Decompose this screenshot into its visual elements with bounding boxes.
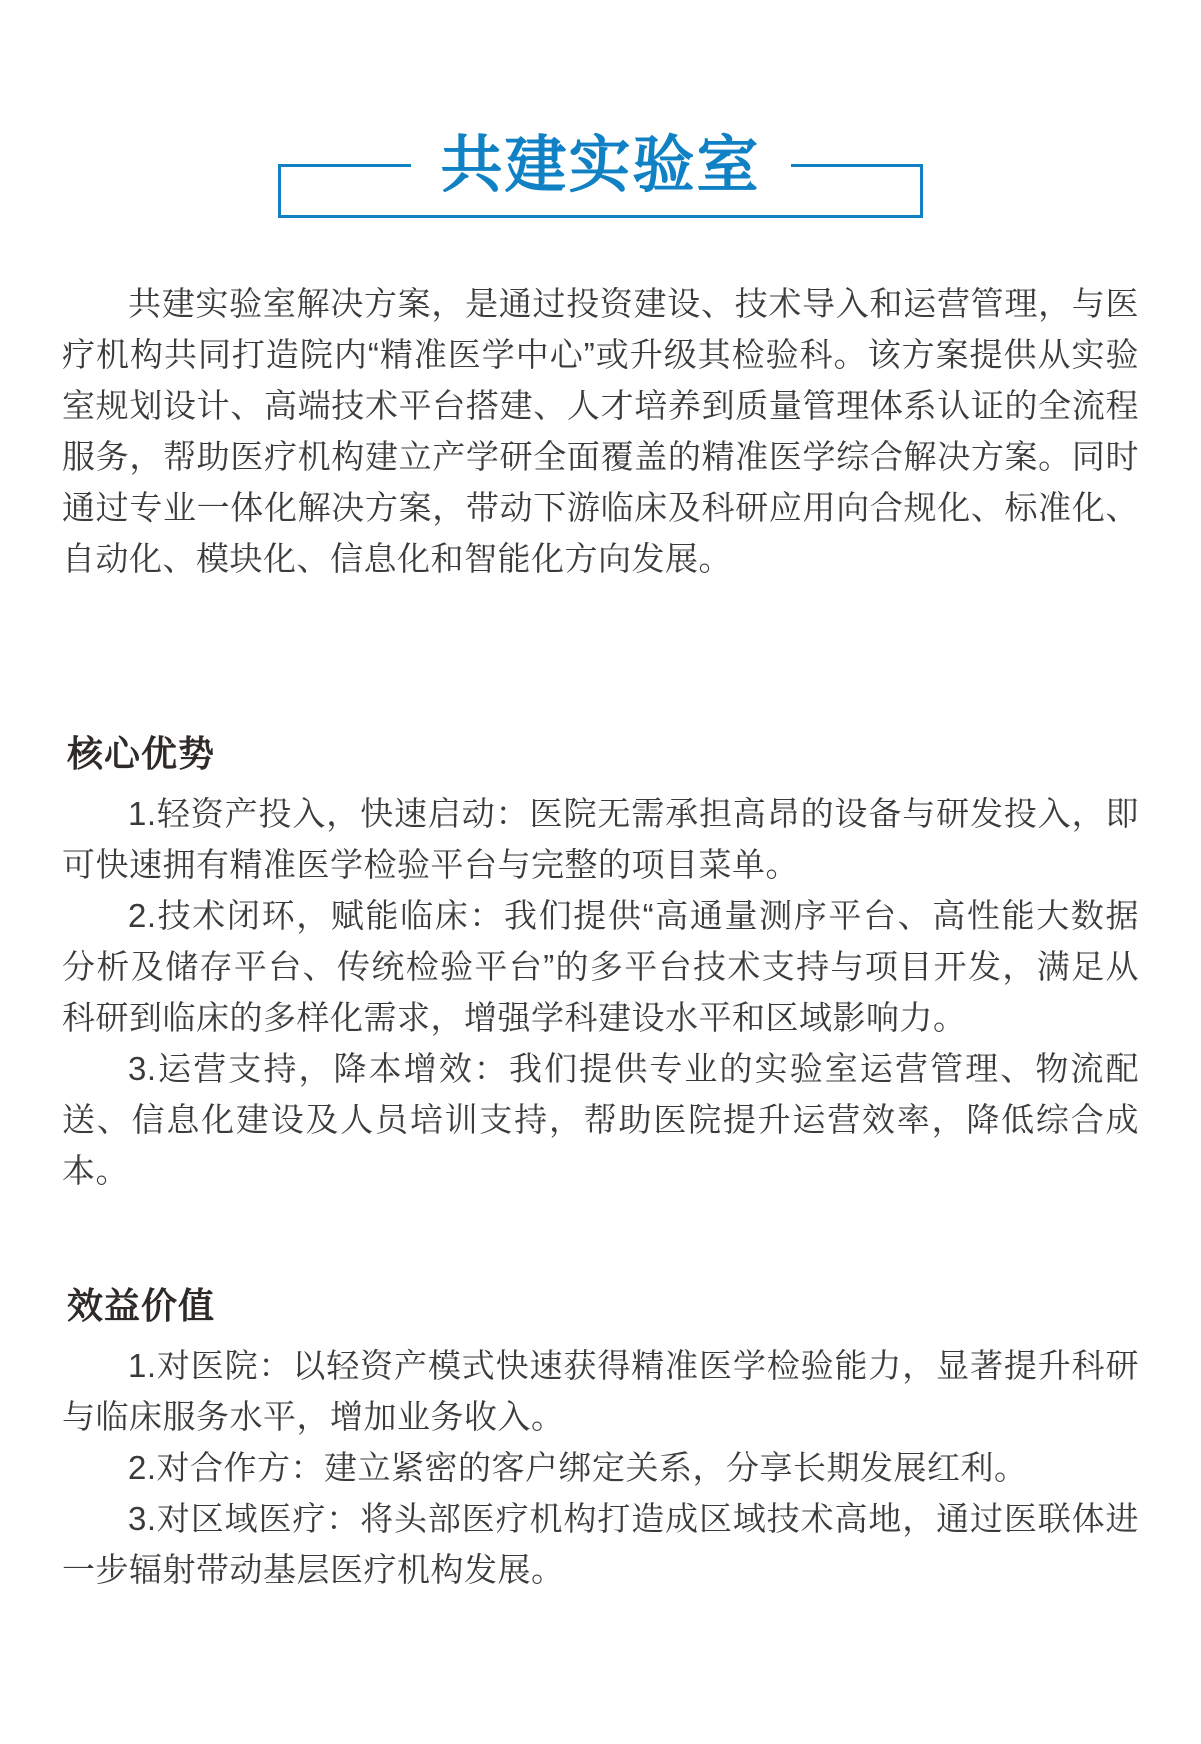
benefit-value-item-1: 1.对医院：以轻资产模式快速获得精准医学检验能力，显著提升科研与临床服务水平，增加业务收入。 xyxy=(62,1347,1139,1435)
benefit-value-item-2: 2.对合作方：建立紧密的客户绑定关系，分享长期发展红利。 xyxy=(128,1449,1028,1486)
core-advantage-item-3: 3.运营支持，降本增效：我们提供专业的实验室运营管理、物流配送、信息化建设及人员培训支持，帮助医院提升运营效率，降低综合成本。 xyxy=(62,1050,1139,1189)
section-heading-benefit-value: 效益价值 xyxy=(67,1285,216,1326)
core-advantage-item-1: 1.轻资产投入，快速启动：医院无需承担高昂的设备与研发投入，即可快速拥有精准医学检验平台与完整的项目菜单。 xyxy=(62,795,1139,883)
intro-paragraph: 共建实验室解决方案，是通过投资建设、技术导入和运营管理，与医疗机构共同打造院内“精准医学中心”或升级其检验科。该方案提供从实验室规划设计、高端技术平台搭建、人才培养到质量管理体系认证的全流程服务，帮助医疗机构建立产学研全面覆盖的精准医学综合解决方案。同时通过专业一体化解决方案，带动下游临床及科研应用向合规化、标准化、自动化、模块化、信息化和智能化方向发展。 xyxy=(62,285,1139,577)
core-advantage-item-2: 2.技术闭环，赋能临床：我们提供“高通量测序平台、高性能大数据分析及储存平台、传统检验平台”的多平台技术支持与项目开发，满足从科研到临床的多样化需求，增强学科建设水平和区域影响力。 xyxy=(62,897,1139,1036)
section-heading-core-advantages: 核心优势 xyxy=(67,733,216,774)
title-banner xyxy=(278,128,923,220)
page-title: 共建实验室 xyxy=(410,128,790,204)
benefit-value-item-3: 3.对区域医疗：将头部医疗机构打造成区域技术高地，通过医联体进一步辐射带动基层医疗机构发展。 xyxy=(62,1500,1139,1588)
document-body xyxy=(0,278,1201,1595)
